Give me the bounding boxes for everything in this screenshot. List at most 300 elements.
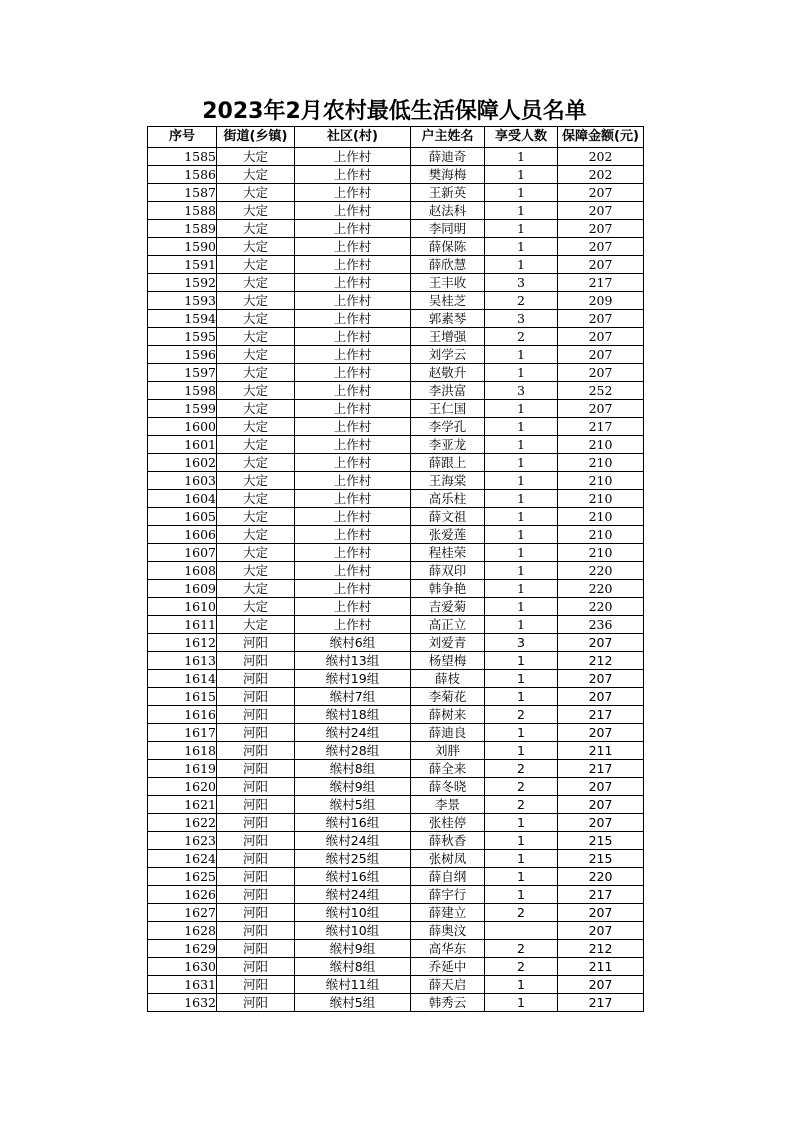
cell-amount: 207 xyxy=(558,238,644,256)
cell-village: 上作村 xyxy=(295,166,411,184)
cell-number: 1616 xyxy=(148,706,217,724)
cell-village: 上作村 xyxy=(295,616,411,634)
cell-householder: 王增强 xyxy=(411,328,485,346)
cell-householder: 杨望梅 xyxy=(411,652,485,670)
cell-persons: 1 xyxy=(485,670,558,688)
cell-householder: 王仁国 xyxy=(411,400,485,418)
cell-amount: 207 xyxy=(558,976,644,994)
cell-persons: 1 xyxy=(485,472,558,490)
cell-street: 河阳 xyxy=(217,850,295,868)
cell-householder: 薛天启 xyxy=(411,976,485,994)
cell-street: 大定 xyxy=(217,292,295,310)
cell-village: 缑村28组 xyxy=(295,742,411,760)
cell-householder: 王新英 xyxy=(411,184,485,202)
cell-persons: 1 xyxy=(485,886,558,904)
cell-number: 1629 xyxy=(148,940,217,958)
cell-village: 缑村18组 xyxy=(295,706,411,724)
cell-number: 1623 xyxy=(148,832,217,850)
cell-householder: 吴桂芝 xyxy=(411,292,485,310)
table-row xyxy=(148,328,644,346)
cell-street: 大定 xyxy=(217,220,295,238)
cell-amount: 207 xyxy=(558,814,644,832)
cell-street: 河阳 xyxy=(217,994,295,1012)
cell-village: 上作村 xyxy=(295,256,411,274)
table-row xyxy=(148,832,644,850)
cell-householder: 程桂荣 xyxy=(411,544,485,562)
table-row xyxy=(148,436,644,454)
cell-number: 1627 xyxy=(148,904,217,922)
cell-street: 大定 xyxy=(217,418,295,436)
table-row xyxy=(148,580,644,598)
cell-persons: 3 xyxy=(485,382,558,400)
table-row xyxy=(148,238,644,256)
cell-number: 1631 xyxy=(148,976,217,994)
cell-number: 1609 xyxy=(148,580,217,598)
cell-village: 上作村 xyxy=(295,346,411,364)
table-row xyxy=(148,346,644,364)
cell-street: 河阳 xyxy=(217,760,295,778)
cell-number: 1621 xyxy=(148,796,217,814)
cell-number: 1626 xyxy=(148,886,217,904)
cell-householder: 薛迪良 xyxy=(411,724,485,742)
table-row xyxy=(148,976,644,994)
cell-householder: 王海棠 xyxy=(411,472,485,490)
cell-street: 大定 xyxy=(217,274,295,292)
cell-village: 上作村 xyxy=(295,598,411,616)
cell-street: 河阳 xyxy=(217,688,295,706)
cell-village: 缑村10组 xyxy=(295,904,411,922)
cell-persons: 1 xyxy=(485,544,558,562)
cell-amount: 210 xyxy=(558,526,644,544)
cell-number: 1602 xyxy=(148,454,217,472)
cell-number: 1593 xyxy=(148,292,217,310)
cell-amount: 210 xyxy=(558,490,644,508)
cell-persons: 1 xyxy=(485,490,558,508)
cell-street: 大定 xyxy=(217,544,295,562)
cell-street: 大定 xyxy=(217,166,295,184)
cell-number: 1603 xyxy=(148,472,217,490)
cell-street: 河阳 xyxy=(217,886,295,904)
cell-number: 1628 xyxy=(148,922,217,940)
table-row xyxy=(148,940,644,958)
table-row xyxy=(148,202,644,220)
cell-number: 1613 xyxy=(148,652,217,670)
cell-street: 大定 xyxy=(217,436,295,454)
table-row xyxy=(148,364,644,382)
cell-persons: 1 xyxy=(485,508,558,526)
cell-village: 上作村 xyxy=(295,490,411,508)
cell-village: 缑村19组 xyxy=(295,670,411,688)
table-row xyxy=(148,400,644,418)
table-row xyxy=(148,256,644,274)
cell-householder: 薛建立 xyxy=(411,904,485,922)
cell-amount: 220 xyxy=(558,580,644,598)
cell-householder: 刘学云 xyxy=(411,346,485,364)
cell-persons: 1 xyxy=(485,238,558,256)
cell-householder: 薛保陈 xyxy=(411,238,485,256)
cell-number: 1620 xyxy=(148,778,217,796)
cell-amount: 217 xyxy=(558,760,644,778)
cell-village: 上作村 xyxy=(295,220,411,238)
cell-village: 缑村25组 xyxy=(295,850,411,868)
cell-street: 大定 xyxy=(217,148,295,166)
cell-persons: 2 xyxy=(485,904,558,922)
cell-householder: 李同明 xyxy=(411,220,485,238)
cell-amount: 207 xyxy=(558,184,644,202)
cell-amount: 252 xyxy=(558,382,644,400)
table-row xyxy=(148,814,644,832)
cell-street: 河阳 xyxy=(217,904,295,922)
cell-persons: 2 xyxy=(485,706,558,724)
cell-village: 缑村24组 xyxy=(295,724,411,742)
cell-number: 1615 xyxy=(148,688,217,706)
cell-householder: 薛宇行 xyxy=(411,886,485,904)
cell-village: 上作村 xyxy=(295,526,411,544)
table-row xyxy=(148,382,644,400)
cell-amount: 217 xyxy=(558,418,644,436)
cell-persons: 1 xyxy=(485,346,558,364)
col-header-village: 社区(村) xyxy=(295,127,411,148)
cell-amount: 207 xyxy=(558,904,644,922)
table-row xyxy=(148,616,644,634)
cell-street: 大定 xyxy=(217,508,295,526)
col-header-amount: 保障金额(元) xyxy=(558,127,644,148)
cell-village: 缑村11组 xyxy=(295,976,411,994)
cell-persons: 2 xyxy=(485,292,558,310)
cell-village: 上作村 xyxy=(295,508,411,526)
cell-householder: 王丰收 xyxy=(411,274,485,292)
cell-persons: 1 xyxy=(485,220,558,238)
cell-street: 河阳 xyxy=(217,778,295,796)
cell-householder: 薛奥汶 xyxy=(411,922,485,940)
cell-persons: 1 xyxy=(485,256,558,274)
cell-number: 1596 xyxy=(148,346,217,364)
cell-village: 缑村10组 xyxy=(295,922,411,940)
cell-amount: 215 xyxy=(558,832,644,850)
cell-street: 河阳 xyxy=(217,634,295,652)
table-row xyxy=(148,490,644,508)
cell-amount: 207 xyxy=(558,256,644,274)
cell-householder: 薛欣慧 xyxy=(411,256,485,274)
cell-number: 1597 xyxy=(148,364,217,382)
cell-village: 缑村9组 xyxy=(295,940,411,958)
table-row xyxy=(148,274,644,292)
cell-amount: 215 xyxy=(558,850,644,868)
table-row xyxy=(148,904,644,922)
cell-householder: 赵敬升 xyxy=(411,364,485,382)
cell-number: 1598 xyxy=(148,382,217,400)
cell-number: 1625 xyxy=(148,868,217,886)
cell-village: 缑村5组 xyxy=(295,994,411,1012)
cell-householder: 薛跟上 xyxy=(411,454,485,472)
cell-persons: 1 xyxy=(485,850,558,868)
cell-village: 上作村 xyxy=(295,472,411,490)
cell-amount: 207 xyxy=(558,922,644,940)
cell-amount: 207 xyxy=(558,778,644,796)
cell-persons: 1 xyxy=(485,742,558,760)
cell-persons: 1 xyxy=(485,580,558,598)
cell-householder: 樊海梅 xyxy=(411,166,485,184)
cell-street: 河阳 xyxy=(217,958,295,976)
cell-persons: 3 xyxy=(485,634,558,652)
cell-village: 上作村 xyxy=(295,274,411,292)
cell-persons: 2 xyxy=(485,940,558,958)
cell-householder: 刘胖 xyxy=(411,742,485,760)
table-row xyxy=(148,958,644,976)
cell-householder: 吉爱菊 xyxy=(411,598,485,616)
cell-householder: 张爱莲 xyxy=(411,526,485,544)
table-row xyxy=(148,418,644,436)
cell-householder: 薛冬晓 xyxy=(411,778,485,796)
cell-number: 1601 xyxy=(148,436,217,454)
table-row xyxy=(148,688,644,706)
cell-street: 河阳 xyxy=(217,706,295,724)
cell-street: 河阳 xyxy=(217,814,295,832)
cell-persons: 3 xyxy=(485,310,558,328)
table-row xyxy=(148,454,644,472)
cell-village: 上作村 xyxy=(295,454,411,472)
cell-number: 1594 xyxy=(148,310,217,328)
cell-householder: 高华东 xyxy=(411,940,485,958)
table-row xyxy=(148,652,644,670)
table-row xyxy=(148,310,644,328)
cell-village: 上作村 xyxy=(295,148,411,166)
cell-number: 1589 xyxy=(148,220,217,238)
cell-street: 河阳 xyxy=(217,796,295,814)
cell-street: 大定 xyxy=(217,328,295,346)
cell-village: 上作村 xyxy=(295,184,411,202)
cell-amount: 202 xyxy=(558,148,644,166)
cell-number: 1588 xyxy=(148,202,217,220)
table-row xyxy=(148,562,644,580)
cell-number: 1608 xyxy=(148,562,217,580)
cell-village: 上作村 xyxy=(295,436,411,454)
cell-village: 缑村16组 xyxy=(295,814,411,832)
cell-number: 1618 xyxy=(148,742,217,760)
cell-persons: 1 xyxy=(485,526,558,544)
cell-householder: 薛树来 xyxy=(411,706,485,724)
cell-amount: 220 xyxy=(558,562,644,580)
cell-street: 河阳 xyxy=(217,940,295,958)
cell-persons: 1 xyxy=(485,688,558,706)
cell-householder: 赵法科 xyxy=(411,202,485,220)
table-row xyxy=(148,922,644,940)
cell-amount: 212 xyxy=(558,652,644,670)
table-row xyxy=(148,166,644,184)
cell-village: 缑村7组 xyxy=(295,688,411,706)
cell-amount: 207 xyxy=(558,400,644,418)
cell-householder: 薛枝 xyxy=(411,670,485,688)
table-row xyxy=(148,886,644,904)
cell-street: 大定 xyxy=(217,238,295,256)
cell-persons: 2 xyxy=(485,958,558,976)
cell-householder: 薛文祖 xyxy=(411,508,485,526)
table-row xyxy=(148,508,644,526)
cell-amount: 207 xyxy=(558,202,644,220)
table-row xyxy=(148,292,644,310)
cell-persons: 1 xyxy=(485,454,558,472)
cell-householder: 薛双印 xyxy=(411,562,485,580)
cell-persons: 2 xyxy=(485,760,558,778)
cell-persons: 1 xyxy=(485,148,558,166)
cell-amount: 210 xyxy=(558,544,644,562)
cell-amount: 217 xyxy=(558,274,644,292)
cell-number: 1605 xyxy=(148,508,217,526)
cell-village: 缑村8组 xyxy=(295,760,411,778)
cell-amount: 207 xyxy=(558,670,644,688)
cell-persons: 1 xyxy=(485,202,558,220)
cell-street: 大定 xyxy=(217,598,295,616)
cell-village: 上作村 xyxy=(295,292,411,310)
cell-street: 河阳 xyxy=(217,742,295,760)
cell-village: 上作村 xyxy=(295,580,411,598)
cell-number: 1600 xyxy=(148,418,217,436)
table-row xyxy=(148,184,644,202)
cell-village: 缑村9组 xyxy=(295,778,411,796)
cell-number: 1630 xyxy=(148,958,217,976)
cell-householder: 李菊花 xyxy=(411,688,485,706)
cell-street: 大定 xyxy=(217,184,295,202)
cell-amount: 210 xyxy=(558,508,644,526)
cell-street: 河阳 xyxy=(217,670,295,688)
cell-number: 1587 xyxy=(148,184,217,202)
cell-householder: 李景 xyxy=(411,796,485,814)
cell-street: 河阳 xyxy=(217,976,295,994)
cell-amount: 211 xyxy=(558,742,644,760)
table-row xyxy=(148,670,644,688)
cell-village: 上作村 xyxy=(295,544,411,562)
cell-householder: 薛秋香 xyxy=(411,832,485,850)
cell-amount: 211 xyxy=(558,958,644,976)
cell-street: 大定 xyxy=(217,616,295,634)
cell-number: 1619 xyxy=(148,760,217,778)
cell-householder: 李洪富 xyxy=(411,382,485,400)
cell-street: 大定 xyxy=(217,562,295,580)
cell-persons: 1 xyxy=(485,184,558,202)
cell-street: 大定 xyxy=(217,580,295,598)
cell-number: 1595 xyxy=(148,328,217,346)
cell-householder: 薛迪奇 xyxy=(411,148,485,166)
page-title: 2023年2月农村最低生活保障人员名单 xyxy=(202,99,587,124)
cell-amount: 209 xyxy=(558,292,644,310)
cell-householder: 薛自纲 xyxy=(411,868,485,886)
cell-householder: 韩秀云 xyxy=(411,994,485,1012)
table-row xyxy=(148,544,644,562)
cell-householder: 郭素琴 xyxy=(411,310,485,328)
col-header-householder: 户主姓名 xyxy=(411,127,485,148)
cell-persons: 1 xyxy=(485,166,558,184)
table-row xyxy=(148,796,644,814)
cell-number: 1612 xyxy=(148,634,217,652)
cell-householder: 韩争艳 xyxy=(411,580,485,598)
cell-village: 上作村 xyxy=(295,328,411,346)
cell-persons: 1 xyxy=(485,832,558,850)
cell-street: 大定 xyxy=(217,364,295,382)
cell-village: 缑村5组 xyxy=(295,796,411,814)
cell-village: 上作村 xyxy=(295,400,411,418)
cell-persons: 1 xyxy=(485,418,558,436)
cell-householder: 李学孔 xyxy=(411,418,485,436)
cell-number: 1624 xyxy=(148,850,217,868)
cell-street: 大定 xyxy=(217,256,295,274)
cell-street: 河阳 xyxy=(217,868,295,886)
cell-number: 1632 xyxy=(148,994,217,1012)
cell-village: 上作村 xyxy=(295,364,411,382)
cell-number: 1590 xyxy=(148,238,217,256)
cell-number: 1586 xyxy=(148,166,217,184)
cell-persons: 1 xyxy=(485,400,558,418)
cell-village: 上作村 xyxy=(295,382,411,400)
cell-householder: 张桂停 xyxy=(411,814,485,832)
cell-street: 大定 xyxy=(217,454,295,472)
cell-amount: 207 xyxy=(558,634,644,652)
cell-number: 1592 xyxy=(148,274,217,292)
cell-village: 缑村16组 xyxy=(295,868,411,886)
cell-village: 上作村 xyxy=(295,202,411,220)
cell-number: 1617 xyxy=(148,724,217,742)
cell-number: 1607 xyxy=(148,544,217,562)
cell-street: 河阳 xyxy=(217,832,295,850)
table-row xyxy=(148,760,644,778)
cell-amount: 207 xyxy=(558,688,644,706)
cell-amount: 207 xyxy=(558,310,644,328)
cell-amount: 202 xyxy=(558,166,644,184)
table-row xyxy=(148,634,644,652)
cell-householder: 刘爱青 xyxy=(411,634,485,652)
cell-persons: 2 xyxy=(485,796,558,814)
roster-table xyxy=(147,126,644,1012)
cell-street: 河阳 xyxy=(217,922,295,940)
cell-householder: 高乐柱 xyxy=(411,490,485,508)
cell-number: 1606 xyxy=(148,526,217,544)
cell-number: 1585 xyxy=(148,148,217,166)
cell-village: 上作村 xyxy=(295,310,411,328)
table-row xyxy=(148,148,644,166)
cell-amount: 217 xyxy=(558,886,644,904)
cell-street: 大定 xyxy=(217,472,295,490)
cell-amount: 207 xyxy=(558,724,644,742)
cell-village: 缑村24组 xyxy=(295,886,411,904)
cell-persons: 1 xyxy=(485,994,558,1012)
header-row xyxy=(148,127,644,148)
cell-amount: 210 xyxy=(558,454,644,472)
table-row xyxy=(148,220,644,238)
cell-village: 缑村6组 xyxy=(295,634,411,652)
cell-village: 上作村 xyxy=(295,238,411,256)
cell-persons: 1 xyxy=(485,868,558,886)
table-row xyxy=(148,706,644,724)
cell-village: 上作村 xyxy=(295,418,411,436)
cell-persons xyxy=(485,922,558,940)
cell-village: 缑村13组 xyxy=(295,652,411,670)
cell-street: 大定 xyxy=(217,526,295,544)
cell-village: 上作村 xyxy=(295,562,411,580)
table-row xyxy=(148,598,644,616)
cell-street: 大定 xyxy=(217,346,295,364)
cell-amount: 220 xyxy=(558,868,644,886)
cell-amount: 207 xyxy=(558,796,644,814)
cell-village: 缑村24组 xyxy=(295,832,411,850)
cell-amount: 207 xyxy=(558,346,644,364)
cell-persons: 1 xyxy=(485,598,558,616)
cell-persons: 3 xyxy=(485,274,558,292)
cell-street: 大定 xyxy=(217,400,295,418)
table-row xyxy=(148,472,644,490)
cell-persons: 1 xyxy=(485,436,558,454)
cell-street: 河阳 xyxy=(217,724,295,742)
cell-amount: 217 xyxy=(558,994,644,1012)
col-header-number: 序号 xyxy=(148,127,217,148)
